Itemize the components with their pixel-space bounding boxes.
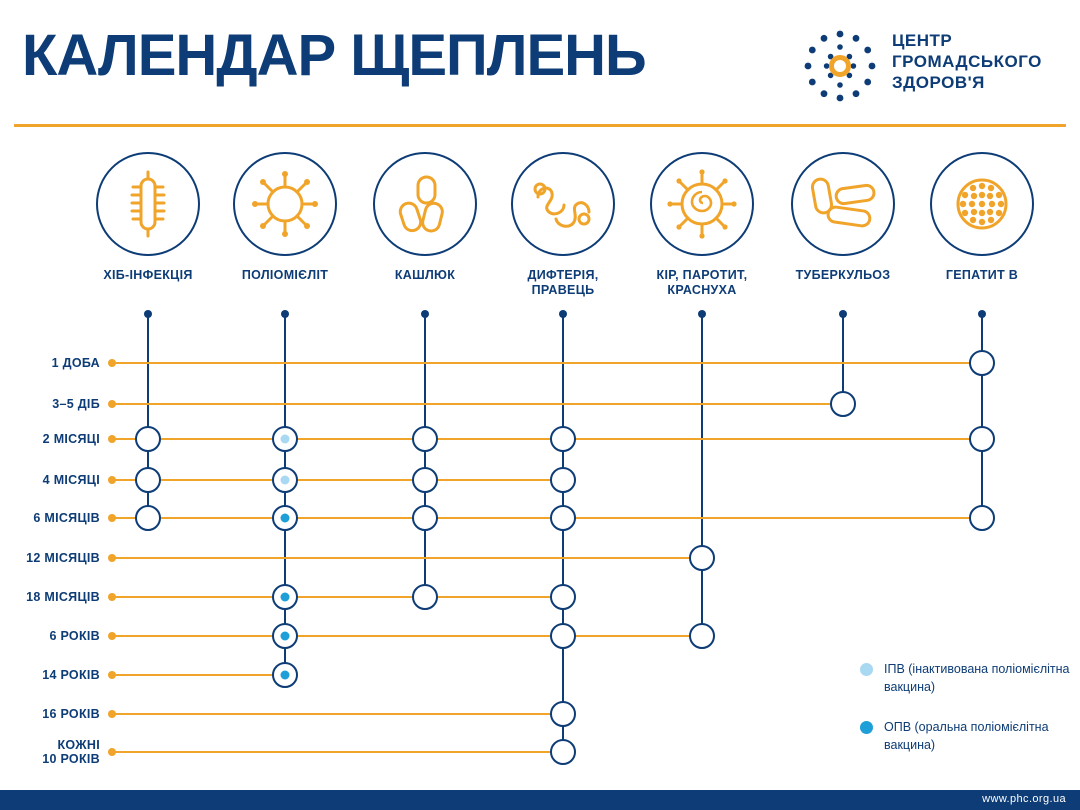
legend-label: ІПВ (інактивована поліомієлітна вакцина) xyxy=(884,662,1070,694)
organization-name xyxy=(892,30,1042,93)
header-divider xyxy=(14,124,1066,127)
age-row-label: 6 РОКІВ xyxy=(49,629,100,643)
vaccination-node[interactable] xyxy=(550,584,576,610)
vaccination-node[interactable] xyxy=(272,584,298,610)
footer-url: www.phc.org.ua xyxy=(982,793,1066,805)
logo-line-1: ЦЕНТР xyxy=(892,31,953,50)
vaccination-node[interactable] xyxy=(272,623,298,649)
legend-label: ОПВ (оральна поліомієлітна вакцина) xyxy=(884,720,1049,752)
organization-logo xyxy=(800,22,1060,106)
timeline-start-dot xyxy=(281,310,289,318)
disease-label: КІР, ПАРОТИТ, КРАСНУХА xyxy=(656,268,748,297)
diphtheria-tetanus-bacilli-icon xyxy=(511,152,615,256)
vaccine-type-dot-ipv xyxy=(281,476,290,485)
disease-timeline-line xyxy=(284,314,287,675)
vaccination-node[interactable] xyxy=(550,623,576,649)
vaccine-type-dot-opv xyxy=(281,671,290,680)
age-row-line xyxy=(112,596,563,598)
disease-column-7 xyxy=(907,152,1057,283)
disease-column-5 xyxy=(627,152,777,298)
age-row-line xyxy=(112,751,563,753)
vaccination-node[interactable] xyxy=(550,505,576,531)
age-row-line xyxy=(112,438,982,440)
age-row-label: 6 МІСЯЦІВ xyxy=(33,511,100,525)
vaccination-node[interactable] xyxy=(550,701,576,727)
disease-column-6 xyxy=(768,152,918,283)
legend-item-opv xyxy=(860,718,1080,754)
vaccination-node[interactable] xyxy=(969,426,995,452)
vaccination-node[interactable] xyxy=(272,662,298,688)
timeline-start-dot xyxy=(839,310,847,318)
vaccine-type-dot-opv xyxy=(281,593,290,602)
vaccination-node[interactable] xyxy=(412,584,438,610)
disease-label: ГЕПАТИТ В xyxy=(945,268,1019,282)
timeline-start-dot xyxy=(559,310,567,318)
legend-item-ipv xyxy=(860,660,1080,696)
age-row-label: 12 МІСЯЦІВ xyxy=(26,551,100,565)
disease-timeline-line xyxy=(424,314,427,597)
footer-bar xyxy=(0,790,1080,810)
age-row-line xyxy=(112,517,982,519)
chart-legend xyxy=(860,660,1080,776)
disease-column-3 xyxy=(350,152,500,283)
vaccination-node[interactable] xyxy=(550,426,576,452)
vaccination-node[interactable] xyxy=(135,467,161,493)
vaccine-type-dot-ipv xyxy=(281,435,290,444)
age-row-line xyxy=(112,362,982,364)
vaccination-node[interactable] xyxy=(689,545,715,571)
vaccination-node[interactable] xyxy=(550,739,576,765)
vaccination-node[interactable] xyxy=(412,505,438,531)
logo-line-3: ЗДОРОВ'Я xyxy=(892,73,985,92)
vaccination-node[interactable] xyxy=(412,467,438,493)
age-row-label: КОЖНІ 10 РОКІВ xyxy=(42,738,100,766)
disease-label: КАШЛЮК xyxy=(394,268,456,282)
disease-label: ХІБ-ІНФЕКЦІЯ xyxy=(103,268,193,282)
age-row-label: 16 РОКІВ xyxy=(42,707,100,721)
age-row-label: 2 МІСЯЦІ xyxy=(42,432,100,446)
vaccination-node[interactable] xyxy=(412,426,438,452)
tuberculosis-bacilli-icon xyxy=(791,152,895,256)
age-row-line xyxy=(112,635,702,637)
disease-label: ДИФТЕРІЯ, ПРАВЕЦЬ xyxy=(527,268,599,297)
timeline-start-dot xyxy=(144,310,152,318)
timeline-start-dot xyxy=(421,310,429,318)
vaccination-node[interactable] xyxy=(135,426,161,452)
timeline-start-dot xyxy=(978,310,986,318)
age-row-line xyxy=(112,403,843,405)
age-row-label: 18 МІСЯЦІВ xyxy=(26,590,100,604)
timeline-start-dot xyxy=(698,310,706,318)
vaccination-node[interactable] xyxy=(272,426,298,452)
vaccination-node[interactable] xyxy=(272,467,298,493)
legend-dot-ipv xyxy=(860,663,873,676)
hepatitis-b-virus-icon xyxy=(930,152,1034,256)
disease-timeline-line xyxy=(981,314,984,518)
age-row-line xyxy=(112,557,702,559)
vaccination-node[interactable] xyxy=(969,505,995,531)
vaccine-type-dot-opv xyxy=(281,632,290,641)
disease-column-1 xyxy=(73,152,223,283)
age-row-label: 4 МІСЯЦІ xyxy=(42,473,100,487)
pertussis-bacilli-icon xyxy=(373,152,477,256)
vaccination-node[interactable] xyxy=(969,350,995,376)
age-row-line xyxy=(112,713,563,715)
age-row-line xyxy=(112,674,285,676)
page-title: КАЛЕНДАР ЩЕПЛЕНЬ xyxy=(22,23,646,88)
vaccination-node[interactable] xyxy=(689,623,715,649)
logo-line-2: ГРОМАДСЬКОГО xyxy=(892,52,1042,71)
hib-bacterium-icon xyxy=(96,152,200,256)
age-row-label: 14 РОКІВ xyxy=(42,668,100,682)
disease-timeline-line xyxy=(562,314,565,752)
age-row-label: 1 ДОБА xyxy=(51,356,100,370)
vaccine-type-dot-opv xyxy=(281,514,290,523)
disease-label: ТУБЕРКУЛЬОЗ xyxy=(795,268,891,282)
vaccination-node[interactable] xyxy=(830,391,856,417)
legend-dot-opv xyxy=(860,721,873,734)
page-header xyxy=(0,0,1080,120)
measles-mumps-rubella-virus-icon xyxy=(650,152,754,256)
age-row-label: 3–5 ДІБ xyxy=(52,397,100,411)
radial-dots-logo-icon xyxy=(800,26,880,106)
age-row-line xyxy=(112,479,563,481)
polio-virus-icon xyxy=(233,152,337,256)
vaccination-node[interactable] xyxy=(550,467,576,493)
vaccination-node[interactable] xyxy=(272,505,298,531)
vaccination-node[interactable] xyxy=(135,505,161,531)
disease-label: ПОЛІОМІЄЛІТ xyxy=(241,268,329,282)
disease-column-4 xyxy=(488,152,638,298)
disease-column-2 xyxy=(210,152,360,283)
